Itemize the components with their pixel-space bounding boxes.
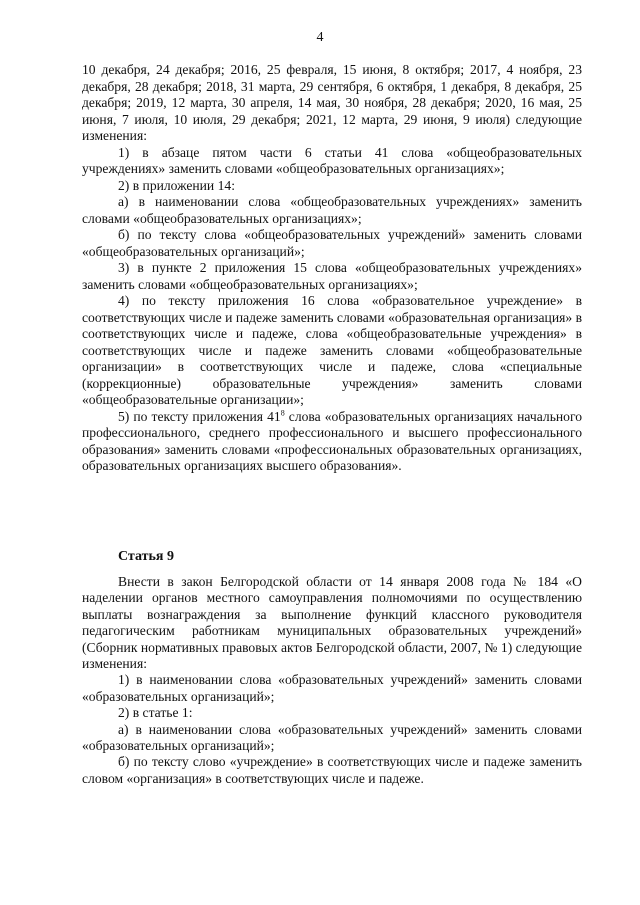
list-item: 2) в статье 1: <box>118 705 193 721</box>
intro-paragraph: 10 декабря, 24 декабря; 2016, 25 февраля, 15 июня, 8 октября; 2017, 4 ноября, 23 декабря, 28 декабря; 2018, 31 марта, 29 сентября, 6 октября, 1 декабря, 8 декабря, 25 декабря; 2019, 12 марта, 30 апреля, 14 мая, 30 ноября, 28 декабря; 2020, 16 мая, 25 июня, 7 июля, 10 июля, 29 декабря; 2021, 12 марта, 29 июня, 9 июля) следующие изменения: <box>82 62 582 143</box>
list-item: 3) в пункте 2 приложения 15 слова «общеобразовательных учреждениях» заменить словами «общеобразовательных организациях»; <box>82 260 582 292</box>
article-9-body <box>82 574 582 787</box>
list-item: а) в наименовании слова «образовательных учреждений» заменить словами «образовательных организаций»; <box>82 721 582 754</box>
list-item: 2) в приложении 14: <box>118 177 235 193</box>
list-item: б) по тексту слово «учреждение» в соответствующих числе и падеже заменить словом «организация» в соответствующих числе и падеже. <box>82 754 582 786</box>
list-item: 4) по тексту приложения 16 слова «образовательное учреждение» в соответствующих числе и падеже заменить словами «образовательная организация» в соответствующих числе и падеже, слова «общеобразовательные учреждения» в соответствующих числе и падеже заменить словами «общеобразовательные организации» в соответствующих числе и падеже, слова «специальные (коррекционные) образовательные учреждения» заменить словами «общеобразовательные организации»; <box>82 293 582 407</box>
article-8-continuation <box>82 62 582 475</box>
list-item: 1) в абзаце пятом части 6 статьи 41 слова «общеобразовательных учреждениях» заменить словами «общеобразовательных организациях»; <box>82 144 582 176</box>
article-9-intro: Внести в закон Белгородской области от 14 января 2008 года № 184 «О наделении органов местного самоуправления полномочиями по осуществлению выплаты вознаграждения за выполнение функций классного руководителя педагогическим работникам муниципальных образовательных учреждений» (Сборник нормативных правовых актов Белгородской области, 2007, № 1) следующие изменения: <box>82 574 582 672</box>
article-heading: Статья 9 <box>118 549 174 564</box>
superscript: 8 <box>280 407 285 417</box>
page-number: 4 <box>316 30 324 45</box>
list-item <box>82 409 582 475</box>
item-5-end: слова «образовательных организациях начального профессионального, среднего профессионального и высшего профессионального образования» заменить словами «профессиональных образовательных организациях, образовательных организациях высшего образования». <box>82 408 582 473</box>
list-item: б) по тексту слова «общеобразовательных учреждений» заменить словами «общеобразовательных организаций»; <box>82 227 582 259</box>
list-item: а) в наименовании слова «общеобразовательных учреждениях» заменить словами «общеобразовательных организациях»; <box>82 194 582 226</box>
list-item: 1) в наименовании слова «образовательных учреждений» заменить словами «образовательных организаций»; <box>82 672 582 704</box>
item-5-start: 5) по тексту приложения 41 <box>118 408 281 424</box>
